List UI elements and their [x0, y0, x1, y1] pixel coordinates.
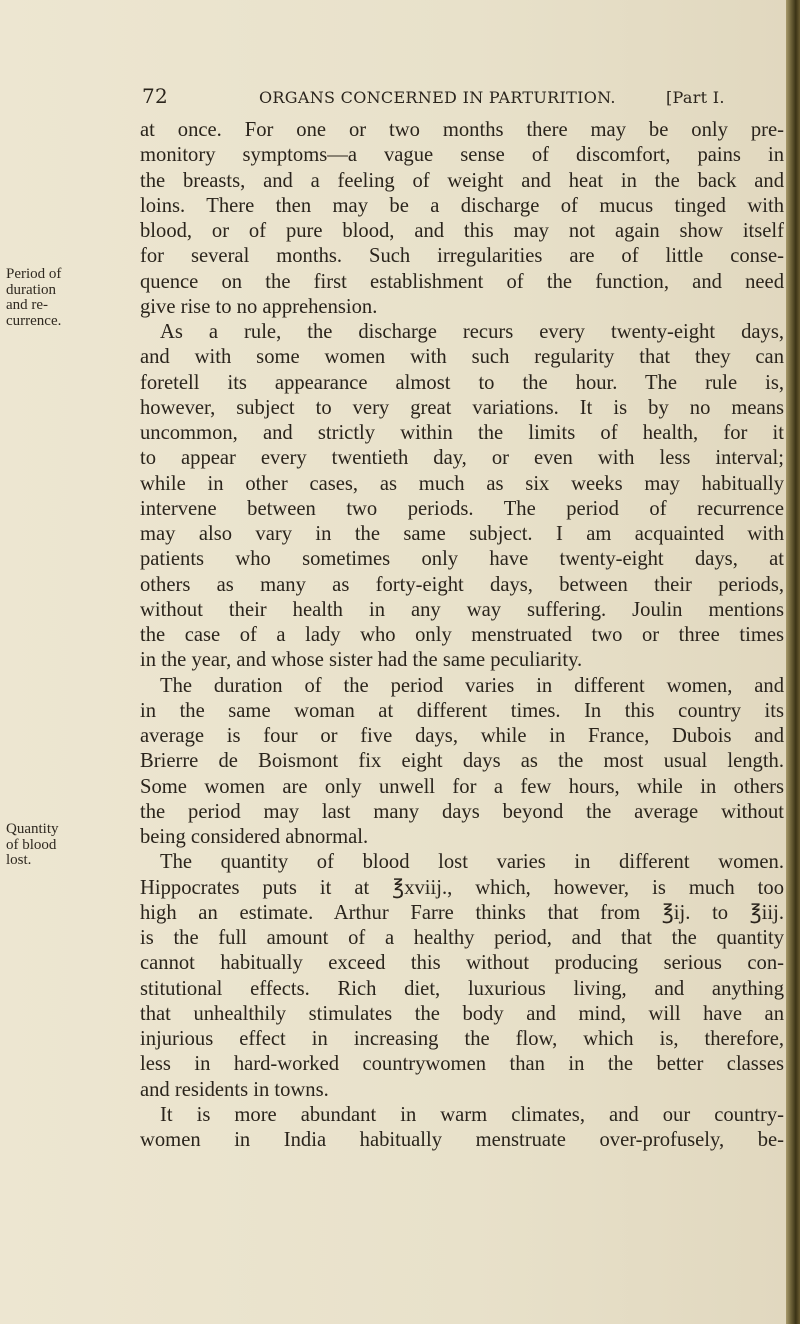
- text-line: average is four or five days, while in France, Dubois and: [140, 725, 784, 747]
- text-line: quence on the first establishment of the function, and need: [140, 270, 784, 293]
- text-line: give rise to no apprehension.: [140, 295, 378, 318]
- sidenote-line: currence.: [6, 312, 62, 329]
- text-line: is the full amount of a healthy period, and that the quantity: [140, 927, 784, 949]
- text-line: The quantity of blood lost varies in different women.: [160, 851, 784, 874]
- text-line: while in other cases, as much as six weeks may habitually: [140, 472, 784, 495]
- text-line: injurious effect in increasing the flow, which is, therefore,: [140, 1028, 784, 1050]
- text-line: the case of a lady who only menstruated two or three times: [140, 624, 784, 646]
- text-line: monitory symptoms—a vague sense of discomfort, pains in: [140, 144, 784, 167]
- text-line: in the year, and whose sister had the same peculiarity.: [140, 649, 583, 672]
- sidenote-line: Quantity: [6, 821, 59, 837]
- text-line: at once. For one or two months there may be only pre-: [140, 119, 784, 141]
- sidenote-period: [6, 267, 136, 329]
- running-title: ORGANS CONCERNED IN PARTURITION.: [259, 88, 616, 107]
- text-line: and residents in towns.: [140, 1078, 329, 1101]
- text-line: in the same woman at different times. In this country its: [140, 699, 784, 722]
- text-line: without their health in any way suffering. Joulin mentions: [140, 598, 784, 621]
- sidenote-line: of blood: [6, 836, 57, 853]
- text-line: however, subject to very great variations. It is by no means: [140, 396, 784, 419]
- text-line: Brierre de Boismont fix eight days as the most usual length.: [140, 750, 784, 773]
- book-binding-edge: [786, 0, 800, 1324]
- text-line: that unhealthily stimulates the body and mind, will have an: [140, 1002, 784, 1025]
- sidenote-line: and re-: [6, 297, 49, 313]
- text-line: and with some women with such regularity that they can: [140, 346, 784, 369]
- text-line: the period may last many days beyond the average without: [140, 800, 784, 823]
- sidenote-quantity: [6, 822, 136, 869]
- text-line: foretell its appearance almost to the hour. The rule is,: [140, 371, 784, 394]
- text-line: stitutional effects. Rich diet, luxurious living, and anything: [140, 977, 784, 1000]
- text-line: others as many as forty-eight days, between their periods,: [140, 573, 784, 596]
- text-line: uncommon, and strictly within the limits of health, for it: [140, 422, 784, 444]
- page-number: 72: [142, 84, 169, 108]
- text-line: the breasts, and a feeling of weight and heat in the back and: [140, 169, 784, 192]
- part-label: [Part I.: [666, 88, 725, 107]
- text-line: blood, or of pure blood, and this may not again show itself: [140, 220, 784, 242]
- text-line: patients who sometimes only have twenty-eight days, at: [140, 548, 784, 571]
- running-head: [142, 84, 772, 112]
- text-line: high an estimate. Arthur Farre thinks that from ℥ij. to ℥iij.: [140, 901, 784, 924]
- text-line: Hippocrates puts it at ℥xviij., which, however, is much too: [140, 876, 784, 899]
- text-line: less in hard-worked countrywomen than in the better classes: [140, 1053, 784, 1076]
- body-text: [140, 118, 784, 1153]
- text-line: cannot habitually exceed this without producing serious con-: [140, 952, 784, 975]
- text-line: loins. There then may be a discharge of mucus tinged with: [140, 194, 784, 217]
- text-line: Some women are only unwell for a few hours, while in others: [140, 775, 784, 798]
- text-line: As a rule, the discharge recurs every twenty-eight days,: [160, 321, 784, 343]
- text-line: The duration of the period varies in different women, and: [160, 674, 784, 697]
- text-line: being considered abnormal.: [140, 826, 369, 848]
- text-line: to appear every twentieth day, or even with less interval;: [140, 447, 784, 470]
- text-line: for several months. Such irregularities are of little conse-: [140, 245, 784, 268]
- sidenote-line: Period of: [6, 266, 62, 282]
- text-line: intervene between two periods. The period of recurrence: [140, 497, 784, 520]
- sidenote-line: lost.: [6, 852, 32, 868]
- text-line: women in India habitually menstruate over-profusely, be-: [140, 1129, 784, 1151]
- text-line: may also vary in the same subject. I am acquainted with: [140, 523, 784, 545]
- text-line: It is more abundant in warm climates, and our country-: [160, 1103, 784, 1126]
- sidenote-line: duration: [6, 281, 56, 298]
